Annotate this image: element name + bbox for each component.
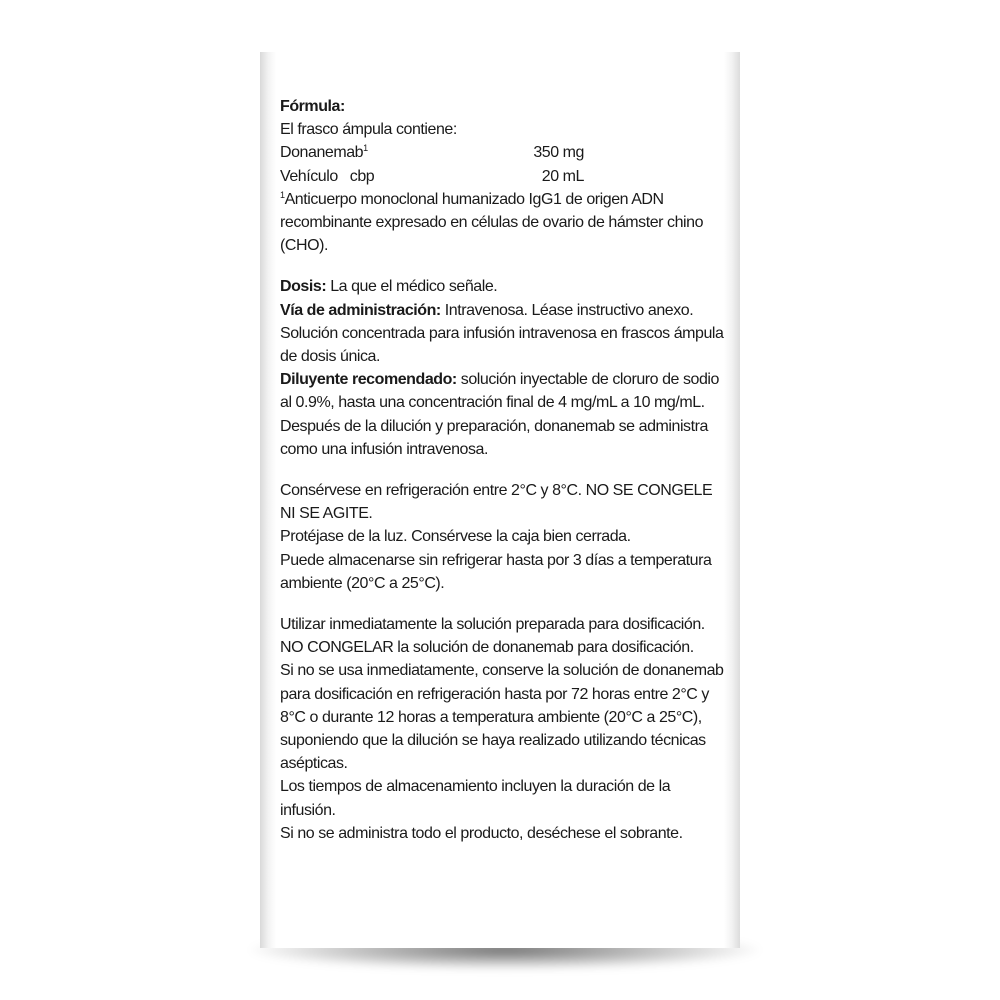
storage-line: Consérvese en refrigeración entre 2°C y 8°C. NO SE CONGELE NI SE AGITE. — [280, 482, 713, 523]
usage-line: Los tiempos de almacenamiento incluyen la duración de la infusión. — [280, 778, 671, 819]
ingredient-value: 20 mL — [541, 167, 584, 185]
formula-intro: El frasco ámpula contiene: — [280, 121, 457, 139]
usage-section — [280, 613, 728, 845]
storage-line: Protéjase de la luz. Consérvese la caja bien cerrada. — [280, 528, 631, 546]
ingredient-name: Donanemab$^1$ — [280, 143, 368, 162]
solution-line: Solución concentrada para infusión intravenosa en frascos ámpula de dosis única. — [280, 324, 724, 366]
footnote-marker: 1 — [363, 143, 368, 154]
dosage-line: Dosis: La que el médico señale. — [280, 278, 498, 296]
ingredient-value: 350 mg — [533, 144, 584, 162]
usage-line: NO CONGELAR la solución de donanemab para dosificación. — [280, 639, 694, 657]
usage-line: Si no se administra todo el producto, deséchese el sobrante. — [280, 824, 683, 842]
storage-line: Puede almacenarse sin refrigerar hasta por 3 días a temperatura ambiente (20°C a 25°C). — [280, 551, 712, 592]
formula-heading: Fórmula: — [280, 98, 345, 115]
ingredient-row-donanemab — [280, 141, 728, 164]
usage-line: Si no se usa inmediatamente, conserve la solución de donanemab para dosificación en refrigeración hasta por 72 horas entre 2°C y 8°C o durante 12 horas a temperatura ambiente (20°C a 25°C), suponiendo que la dilución se haya realizado utilizando técnicas asépticas. — [280, 662, 724, 773]
route-line: Vía de administración: Intravenosa. Léase instructivo anexo. — [280, 301, 694, 319]
formula-section — [280, 95, 728, 257]
storage-section — [280, 479, 728, 595]
ingredient-row-vehicle — [280, 165, 728, 188]
ingredient-name: Vehículo cbp — [280, 167, 375, 185]
usage-line: Utilizar inmediatamente la solución preparada para dosificación. — [280, 616, 705, 634]
formula-footnote: $^1$Anticuerpo monoclonal humanizado IgG1 de origen ADN recombinante expresado en células de ovario de hámster chino (CHO). — [280, 189, 704, 255]
diluent-line: Diluyente recomendado: solución inyectable de cloruro de sodio al 0.9%, hasta una concentración final de 4 mg/mL a 10 mg/mL. Después de la dilución y preparación, donanemab se administra como una infusión intravenosa. — [280, 371, 719, 458]
label-text — [280, 95, 728, 845]
administration-section — [280, 275, 728, 461]
